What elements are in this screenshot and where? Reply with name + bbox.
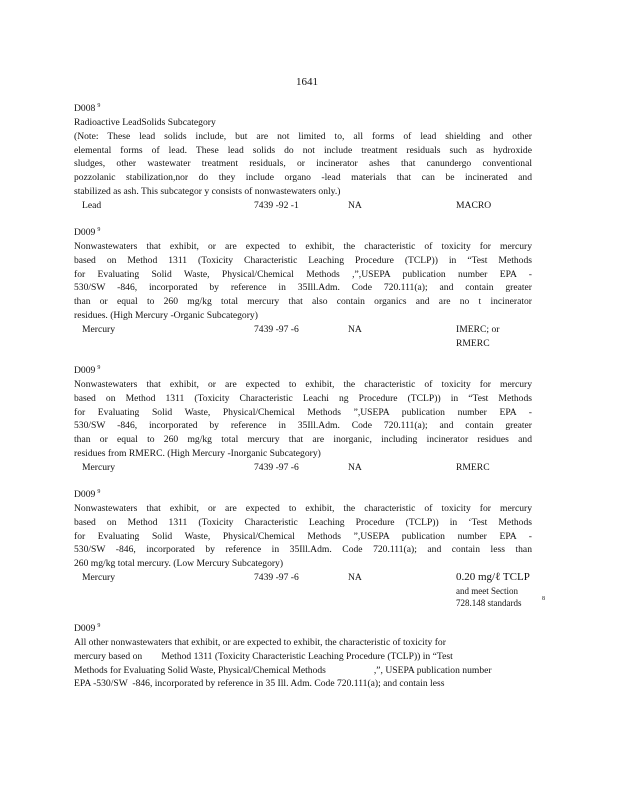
constituent-row-cont	[74, 337, 532, 351]
entry-description: Nonwastewaters that exhibit, or are expected to exhibit, the characteristic of toxicity for mercury based on Method 1311 (Toxicity Characteristic Leachi ng Procedure (TCLP)) in “Test Methods for Evaluating Solid Waste, Physical/Chemical Methods ”,USEPA publication number EPA - 530/SW -846, incorporated by reference in 35Ill.Adm. Code 720.111(a); and contain greater than or equal to 260 mg/kg total mercury that are inorganic, including incinerator residues and residues from RMERC. (High Mercury -Inorganic Subcategory)	[74, 378, 532, 459]
subcategory-title: Radioactive LeadSolids Subcategory	[74, 116, 216, 128]
constituent-name: Mercury	[82, 323, 116, 335]
waste-code: D009 $^9$	[74, 227, 101, 239]
standard-note	[74, 595, 545, 609]
footnote-marker: 8	[542, 595, 545, 602]
waste-code: D009 $^9$	[74, 489, 101, 501]
footnote-ref: 9	[97, 365, 101, 371]
footnote-ref: 9	[97, 489, 101, 495]
entry-description-end: stabilized as ash. This subcategor y consists of nonwastewaters only.)	[74, 185, 341, 197]
waste-code: D009 $^9$	[74, 623, 101, 635]
waste-code: D008 $^9$	[74, 103, 101, 115]
waste-code-entry	[74, 362, 532, 475]
footnote-ref: 9	[97, 623, 101, 629]
page-number: 1641	[296, 76, 318, 88]
entry-description-line: mercury based on Method 1311 (Toxicity Characteristic Leaching Procedure (TCLP)) in “Test	[74, 650, 453, 662]
constituent-row	[74, 571, 532, 585]
cas-number: 7439 -97 -6	[254, 571, 299, 583]
wastewater-standard: NA	[348, 199, 362, 211]
entry-description-line: All other nonwastewaters that exhibit, or are expected to exhibit, the characteristic of toxicity for	[74, 636, 446, 648]
footnote-ref: 9	[97, 227, 101, 233]
waste-code-entry	[74, 486, 545, 609]
constituent-row	[74, 461, 532, 475]
entry-description: Nonwastewaters that exhibit, or are expected to exhibit, the characteristic of toxicity for mercury based on Method 1311 (Toxicity Characteristic Leaching Procedure (TCLP)) in “Test Methods for Evaluating Solid Waste, Physical/Chemical Methods ,”,USEPA publication number EPA - 530/SW -846, incorporated by reference in 35Ill.Adm. Code 720.111(a); and contain greater than or equal to 260 mg/kg total mercury that also contain organics and are no t incinerator residues. (High Mercury -Organic Subcategory)	[74, 240, 532, 321]
standard-note-line: 728.148 standards	[456, 597, 522, 608]
cas-number: 7439 -97 -6	[254, 461, 299, 473]
waste-code-entry	[74, 620, 532, 691]
standard-note	[74, 585, 532, 597]
waste-code: D009 $^9$	[74, 365, 101, 377]
waste-code-entry	[74, 224, 532, 350]
nonwastewater-standard: RMERC	[456, 461, 490, 473]
nonwastewater-standard-alt: RMERC	[456, 337, 490, 349]
nonwastewater-standard: MACRO	[456, 199, 492, 211]
wastewater-standard: NA	[348, 323, 362, 335]
entry-description-line: Methods for Evaluating Solid Waste, Physical/Chemical Methods ,”, USEPA publication number	[74, 664, 492, 676]
nonwastewater-standard: IMERC; or	[456, 323, 500, 335]
constituent-row	[74, 199, 532, 213]
entry-description: (Note: These lead solids include, but are not limited to, all forms of lead shielding and other elemental forms of lead. These lead solids do not include treatment residuals such as hydroxide sludges, other wastewater treatment residuals, or incinerator ashes that canundergo conventional pozzolanic stabilization,nor do they include organo -lead materials that can be incinerated and	[74, 130, 532, 184]
entry-description: Nonwastewaters that exhibit, or are expected to exhibit, the characteristic of toxicity for mercury based on Method 1311 (Toxicity Characteristic Leaching Procedure (TCLP)) in ‘Test Methods for Evaluating Solid Waste, Physical/Chemical Methods ”,USEPA publication number EPA - 530/SW -846, incorporated by reference in 35Ill.Adm. Code 720.111(a); and contain less than 260 mg/kg total mercury. (Low Mercury Subcategory)	[74, 502, 532, 570]
cas-number: 7439 -97 -6	[254, 323, 299, 335]
entry-description-line: EPA -530/SW -846, incorporated by reference in 35 Ill. Adm. Code 720.111(a); and contain less	[74, 678, 445, 690]
standard-note-line: and meet Section	[456, 585, 518, 596]
wastewater-standard: NA	[348, 571, 362, 583]
nonwastewater-standard: 0.20 mg/ℓ TCLP	[456, 570, 530, 583]
constituent-name: Mercury	[82, 461, 116, 473]
footnote-ref: 9	[97, 103, 101, 109]
constituent-name: Mercury	[82, 571, 116, 583]
wastewater-standard: NA	[348, 461, 362, 473]
cas-number: 7439 -92 -1	[254, 199, 299, 211]
constituent-row	[74, 323, 532, 337]
waste-code-entry	[74, 100, 532, 213]
constituent-name: Lead	[82, 199, 102, 211]
